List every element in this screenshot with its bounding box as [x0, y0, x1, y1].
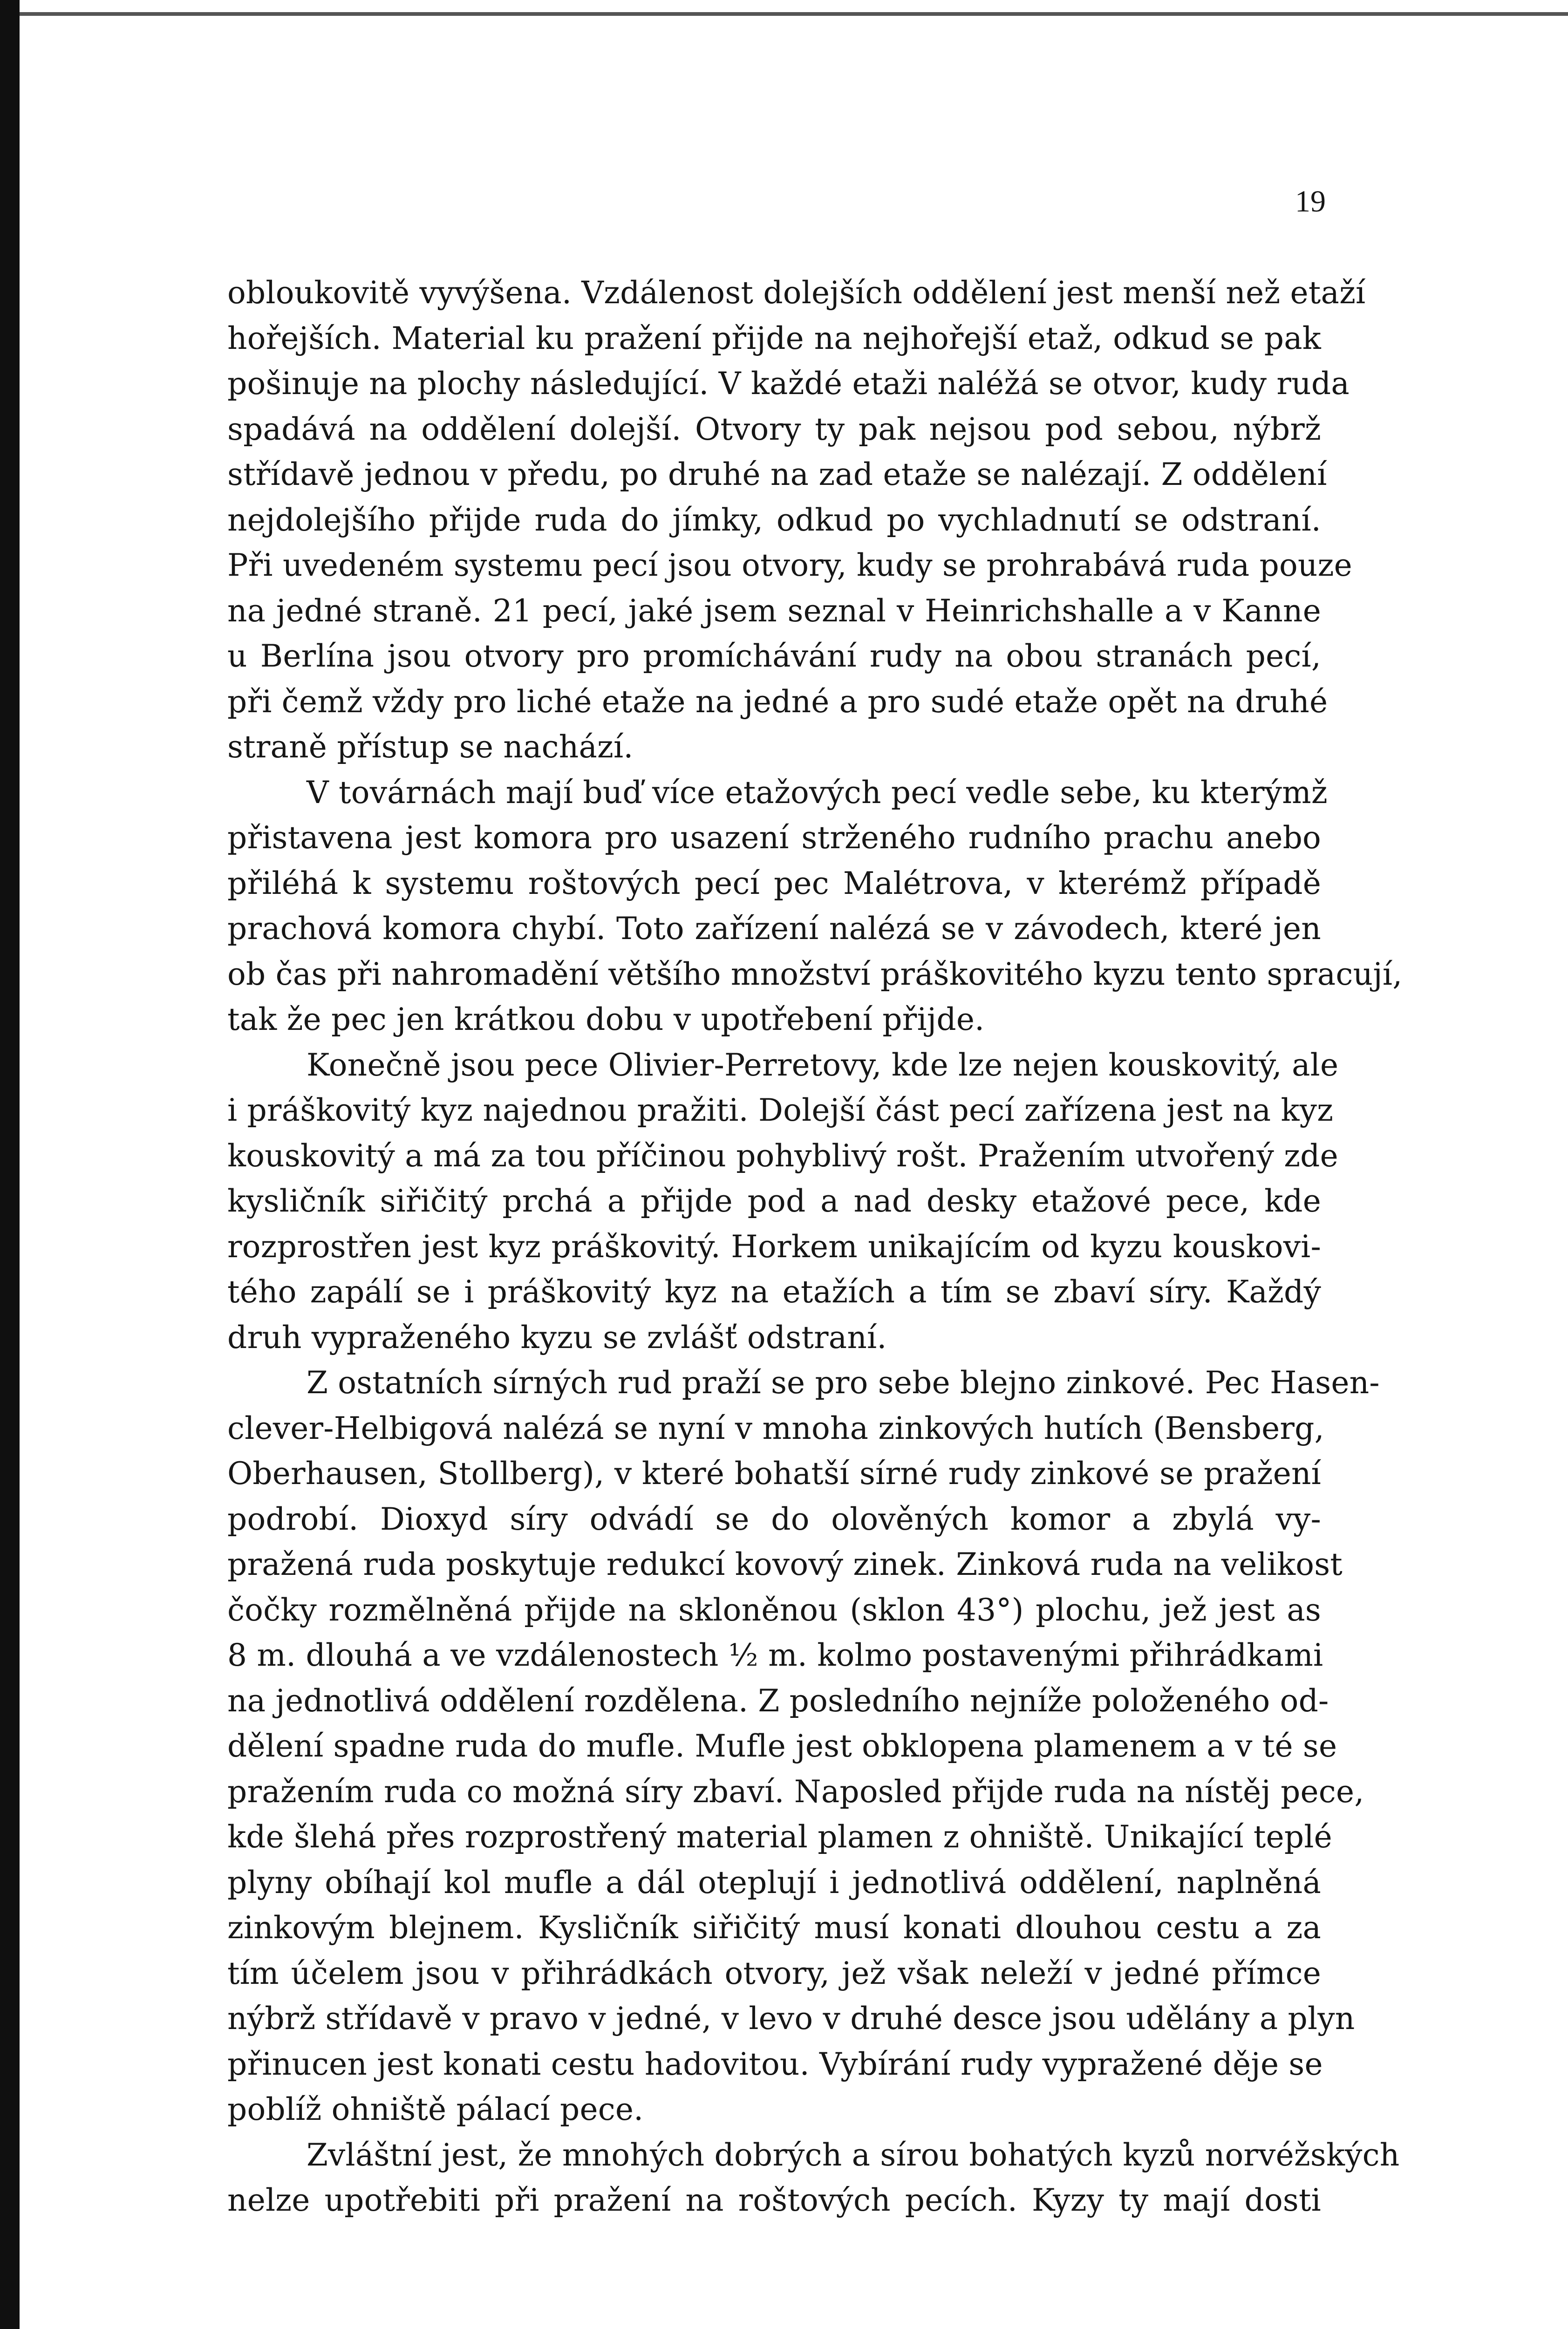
text-line: rozprostřen jest kyz práškovitý. Horkem unikajícím od kyzu kouskovi-	[227, 1228, 1321, 1265]
text-line: dělení spadne ruda do mufle. Mufle jest obklopena plamenem a v té se	[227, 1728, 1337, 1764]
text-line: nýbrž střídavě v pravo v jedné, v levo v druhé desce jsou udělány a plyn	[227, 2001, 1355, 2036]
text-line: na jednotlivá oddělení rozdělena. Z posledního nejníže položeného od-	[227, 1682, 1329, 1719]
scan-edge-left	[0, 0, 20, 2329]
text-line: přistavena jest komora pro usazení strženého rudního prachu anebo	[227, 820, 1321, 856]
body-text	[227, 270, 1403, 2223]
text-line: V továrnách mají buď více etažových pecí vedle sebe, ku kterýmž	[307, 774, 1328, 810]
text-line: pražením ruda co možná síry zbaví. Naposled přijde ruda na nístěj pece,	[227, 1773, 1364, 1810]
text-line: clever-Helbigová nalézá se nyní v mnoha zinkových hutích (Bensberg,	[227, 1410, 1324, 1446]
text-line: druh vypraženého kyzu se zvlášť odstraní.	[227, 1319, 887, 1355]
text-line: i práškovitý kyz najednou pražiti. Dolejší část pecí zařízena jest na kyz	[227, 1092, 1334, 1128]
text-line: Oberhausen, Stollberg), v které bohatší sírné rudy zinkové se pražení	[227, 1456, 1321, 1491]
scan-edge-top	[20, 12, 1568, 16]
text-line: ob čas při nahromadění většího množství práškovitého kyzu tento spracují,	[227, 956, 1403, 992]
text-line: přiléhá k systemu roštových pecí pec Malétrova, v kterémž případě	[227, 865, 1321, 901]
text-line: nelze upotřebiti při pražení na roštových pecích. Kyzy ty mají dosti	[227, 2182, 1321, 2218]
text-line: kouskovitý a má za tou příčinou pohyblivý rošt. Pražením utvořený zde	[227, 1137, 1338, 1174]
text-line: tak že pec jen krátkou dobu v upotřebení přijde.	[227, 1001, 985, 1037]
text-line: Zvláštní jest, že mnohých dobrých a sírou bohatých kyzů norvéžských	[307, 2137, 1400, 2173]
text-line: 8 m. dlouhá a ve vzdálenostech ½ m. kolmo postavenými přihrádkami	[227, 1637, 1323, 1673]
text-line: zinkovým blejnem. Kysličník siřičitý musí konati dlouhou cestu a za	[227, 1910, 1321, 1946]
text-line: podrobí. Dioxyd síry odvádí se do olověných komor a zbylá vy-	[227, 1501, 1321, 1537]
text-line: plyny obíhají kol mufle a dál oteplují i jednotlivá oddělení, naplněná	[227, 1864, 1321, 1900]
text-line: pražená ruda poskytuje redukcí kovový zinek. Zinková ruda na velikost	[227, 1546, 1343, 1582]
text-line: při čemž vždy pro liché etaže na jedné a pro sudé etaže opět na druhé	[227, 683, 1328, 720]
text-line: obloukovitě vyvýšena. Vzdálenost dolejších oddělení jest menší než etaží	[227, 275, 1366, 311]
text-line: na jedné straně. 21 pecí, jaké jsem seznal v Heinrichshalle a v Kanne	[227, 592, 1321, 629]
text-line: čočky rozmělněná přijde na skloněnou (sklon 43°) plochu, jež jest as	[227, 1592, 1321, 1628]
text-line: kde šlehá přes rozprostřený material plamen z ohniště. Unikající teplé	[227, 1819, 1332, 1855]
text-line: Při uvedeném systemu pecí jsou otvory, kudy se prohrabává ruda pouze	[227, 547, 1352, 583]
text-line: střídavě jednou v předu, po druhé na zad etaže se nalézají. Z oddělení	[227, 456, 1327, 492]
page-number: 19	[1295, 184, 1326, 218]
text-line: hořejších. Material ku pražení přijde na nejhořejší etaž, odkud se pak	[227, 320, 1321, 356]
text-line: prachová komora chybí. Toto zařízení nalézá se v závodech, které jen	[227, 911, 1321, 947]
text-line: tím účelem jsou v přihrádkách otvory, jež však neleží v jedné přímce	[227, 1955, 1321, 1991]
text-line: Z ostatních sírných rud praží se pro sebe blejno zinkové. Pec Hasen-	[307, 1365, 1380, 1401]
text-line: pošinuje na plochy následující. V každé etaži naléžá se otvor, kudy ruda	[227, 366, 1350, 402]
text-line: straně přístup se nachází.	[227, 729, 634, 765]
text-line: poblíž ohniště pálací pece.	[227, 2091, 644, 2127]
text-line: spadává na oddělení dolejší. Otvory ty pak nejsou pod sebou, nýbrž	[227, 411, 1321, 447]
text-line: nejdolejšího přijde ruda do jímky, odkud po vychladnutí se odstraní.	[227, 502, 1321, 538]
text-line: kysličník siřičitý prchá a přijde pod a nad desky etažové pece, kde	[227, 1183, 1321, 1219]
text-line: přinucen jest konati cestu hadovitou. Vybírání rudy vypražené děje se	[227, 2046, 1323, 2082]
text-line: u Berlína jsou otvory pro promíchávání rudy na obou stranách pecí,	[227, 638, 1321, 674]
text-line: Konečně jsou pece Olivier-Perretovy, kde lze nejen kouskovitý, ale	[307, 1047, 1339, 1083]
text-line: tého zapálí se i práškovitý kyz na etažích a tím se zbaví síry. Každý	[227, 1274, 1321, 1310]
